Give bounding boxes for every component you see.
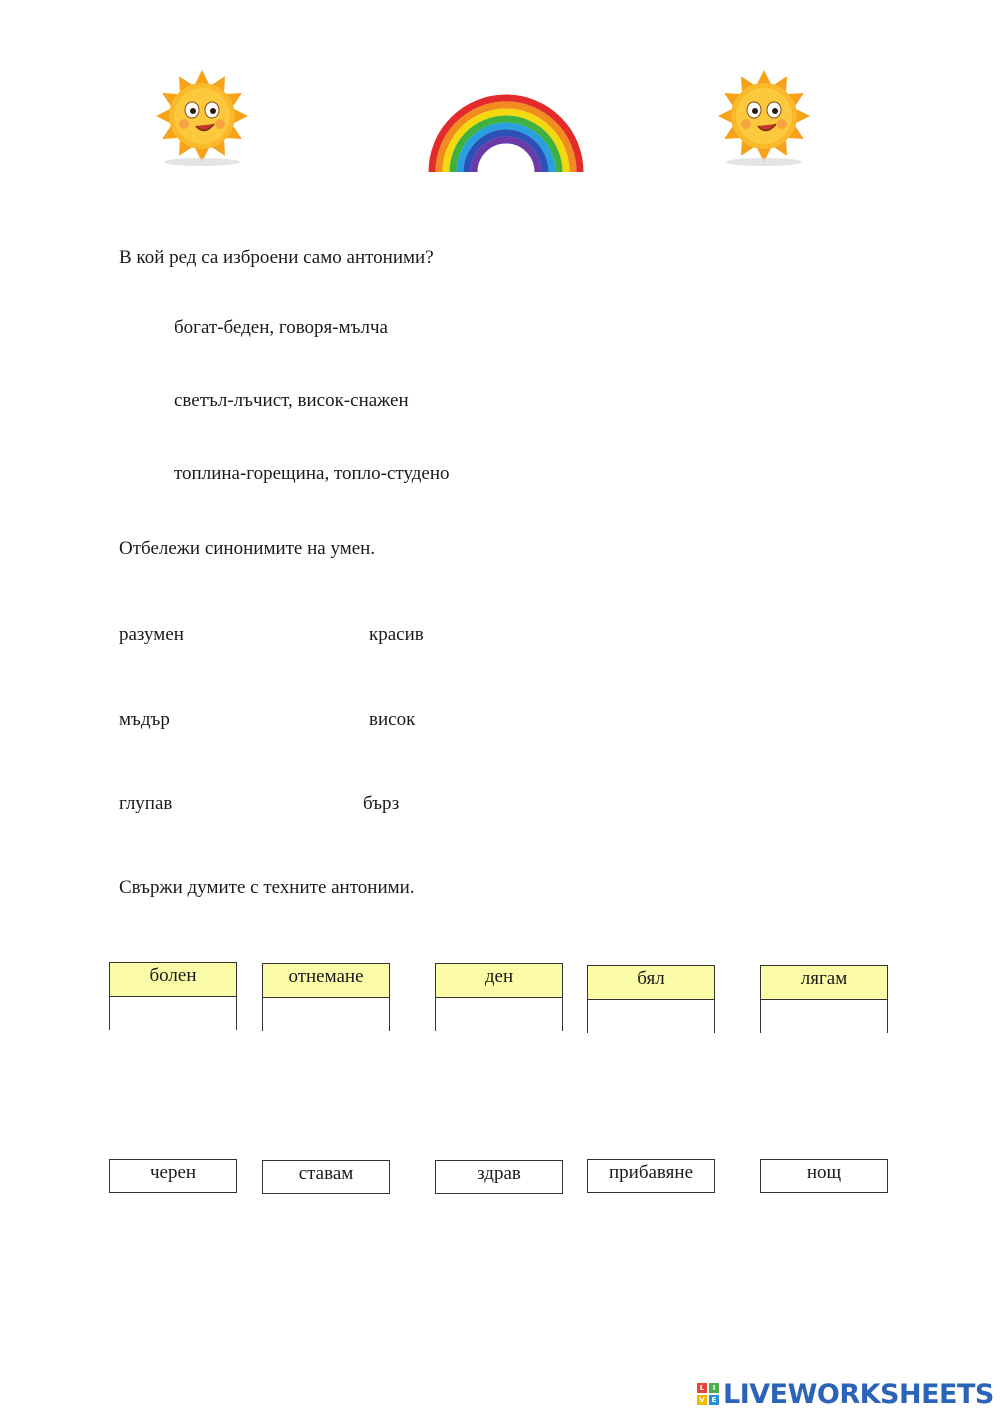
drag-word-zdrav[interactable]: здрав (435, 1160, 563, 1194)
question-3-prompt: Свържи думите с техните антоними. (119, 877, 415, 898)
logo-tile-v: V (697, 1395, 707, 1405)
synonym-option-razumen[interactable]: разумен (119, 624, 184, 645)
synonym-option-visok[interactable]: висок (369, 709, 416, 730)
sun-left-icon (140, 68, 264, 168)
question-2-prompt: Отбележи синонимите на умен. (119, 538, 376, 559)
synonym-option-madar[interactable]: мъдър (119, 709, 170, 730)
match-word-bolen: болен (110, 963, 236, 997)
match-answer-slot-5[interactable] (761, 1000, 887, 1033)
drag-word-stavam[interactable]: ставам (262, 1160, 390, 1194)
question-1-option-2[interactable]: светъл-лъчист, висок-снажен (174, 390, 409, 411)
match-word-den: ден (436, 964, 562, 998)
match-target-1 (109, 962, 237, 1030)
match-target-2 (262, 963, 390, 1031)
sun-right-icon (702, 68, 826, 168)
synonym-option-glupav[interactable]: глупав (119, 793, 173, 814)
match-target-3 (435, 963, 563, 1031)
logo-tile-l: L (697, 1383, 707, 1393)
match-answer-slot-4[interactable] (588, 1000, 714, 1033)
match-target-4 (587, 965, 715, 1033)
question-1-option-1[interactable]: богат-беден, говоря-мълча (174, 317, 388, 338)
logo-tiles-icon (697, 1383, 719, 1405)
match-target-5 (760, 965, 888, 1033)
match-word-otnemane: отнемане (263, 964, 389, 998)
synonym-option-krasiv[interactable]: красив (369, 624, 424, 645)
match-answer-slot-2[interactable] (263, 998, 389, 1031)
match-answer-slot-3[interactable] (436, 998, 562, 1031)
logo-tile-e: E (709, 1395, 719, 1405)
question-1-prompt: В кой ред са изброени само антоними? (119, 247, 434, 268)
liveworksheets-logo (697, 1378, 994, 1410)
question-1-option-3[interactable]: топлина-горещина, топло-студено (174, 463, 450, 484)
match-word-lyagam: лягам (761, 966, 887, 1000)
drag-word-nosht[interactable]: нощ (760, 1159, 888, 1193)
drag-word-pribavyane[interactable]: прибавяне (587, 1159, 715, 1193)
logo-tile-i: I (709, 1383, 719, 1393)
match-word-byal: бял (588, 966, 714, 1000)
match-answer-slot-1[interactable] (110, 997, 236, 1030)
drag-word-cheren[interactable]: черен (109, 1159, 237, 1193)
synonym-option-barz[interactable]: бърз (363, 793, 400, 814)
rainbow-icon (428, 94, 584, 172)
logo-text: LIVEWORKSHEETS (723, 1378, 994, 1410)
